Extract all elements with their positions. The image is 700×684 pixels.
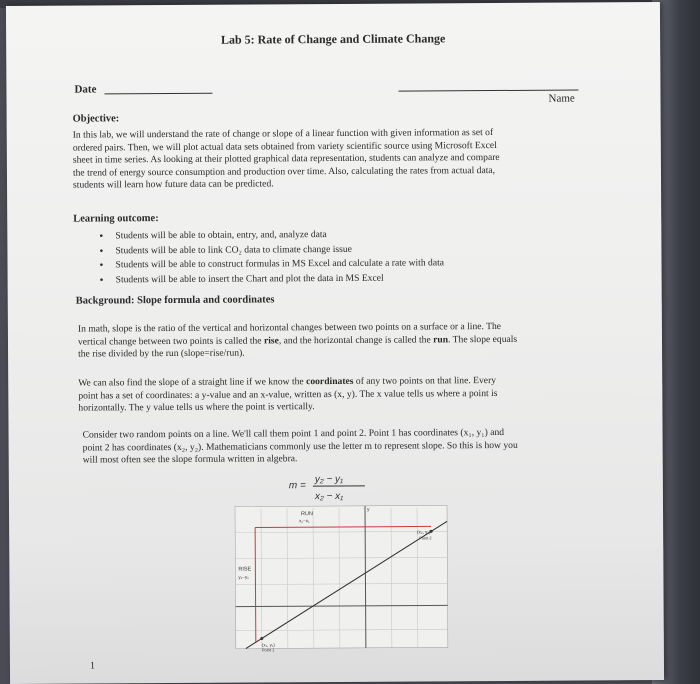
formula-denominator: x₂ − x₁ bbox=[314, 490, 344, 503]
point-1-marker bbox=[260, 637, 263, 640]
rise-term: rise bbox=[263, 334, 279, 347]
slope-diagram bbox=[221, 501, 462, 652]
formula-numerator: y₂ − y₁ bbox=[314, 473, 344, 486]
rise-label: RISE bbox=[238, 566, 252, 573]
slope-line: In math, slope is the ratio of the vertical and horizontal changes between two points on a surface or a line. The bbox=[77, 320, 502, 335]
objective-line: students will learn how future data can be predicted. bbox=[72, 178, 274, 191]
date-blank-line bbox=[104, 93, 212, 95]
coordinates-term: coordinates bbox=[306, 375, 354, 388]
list-item: • Students will be able to insert the Chart and plot the data in MS Excel bbox=[100, 271, 445, 288]
page-number: 1 bbox=[89, 660, 96, 672]
coordinates-line: point has a set of coordinates: a y-value and an x-value, written as (x, y). The x value tells us where a point is bbox=[78, 387, 498, 402]
slope-line: the rise divided by the run (slope=rise/run). bbox=[78, 347, 245, 360]
text-span: of any two points on that line. Every bbox=[353, 375, 497, 387]
rise-line bbox=[255, 527, 256, 642]
text-span: . The slope equals bbox=[448, 333, 518, 345]
objective-line: the trend of energy source consumption and production over time. Also, calculating the rates from actual data, bbox=[72, 164, 496, 179]
run-sublabel: x₂−x₁ bbox=[299, 518, 310, 524]
date-label: Date bbox=[74, 83, 97, 96]
point-1-label: (x₁, y₁) bbox=[261, 642, 275, 648]
slope-paragraph bbox=[78, 320, 638, 361]
coordinates-line: horizontally. The y value tells us where the point is vertically. bbox=[78, 401, 315, 414]
background-heading: Background: Slope formula and coordinates bbox=[75, 294, 275, 307]
page-title: Lab 5: Rate of Change and Climate Change bbox=[220, 31, 446, 47]
list-item: • Students will be able to obtain, entry, and, analyze data bbox=[99, 227, 444, 244]
points-line: Consider two random points on a line. We'll call them point 1 and point 2. Point 1 has coordinates (x₁, y₁) and bbox=[82, 426, 505, 441]
text-span: We can also find the slope of a straight line if we know the bbox=[78, 376, 307, 389]
objective-line: ordered pairs. Then, we will plot actual data sets obtained from variety scientific source using Microsoft Excel bbox=[72, 139, 497, 154]
list-item: • Students will be able to link CO₂ data to climate change issue bbox=[99, 242, 444, 259]
points-paragraph bbox=[83, 426, 643, 467]
objective-line: sheet in time series. As looking at their plotted graphical data representation, students can analyze and compare bbox=[72, 152, 500, 166]
points-line: will most often see the slope formula written in algebra. bbox=[82, 453, 298, 466]
run-label: RUN bbox=[301, 511, 313, 518]
points-line: point 2 has coordinates (x₂, y₂). Mathematicians commonly use the letter m to represent slope. So this is how you bbox=[82, 439, 518, 454]
name-label: Name bbox=[548, 92, 575, 105]
rise-sublabel: y₂−y₁ bbox=[238, 574, 249, 580]
point-1-name: Point 1 bbox=[261, 647, 275, 653]
point-2-name: Point 2 bbox=[419, 535, 432, 541]
name-blank-line bbox=[398, 90, 578, 92]
run-term: run bbox=[433, 333, 449, 345]
coordinates-paragraph bbox=[78, 374, 638, 415]
objective-heading: Objective: bbox=[72, 113, 120, 125]
point-2-label: (x₂, y₂) bbox=[417, 529, 431, 535]
objective-paragraph bbox=[73, 126, 643, 192]
text-span: vertical change between two points is called the bbox=[77, 335, 264, 348]
objective-line: In this lab, we will understand the rate of change or slope of a linear function with given information as set of bbox=[72, 127, 494, 141]
formula-m: m = bbox=[288, 480, 306, 492]
document-page bbox=[6, 2, 664, 684]
text-span: , and the horizontal change is called the bbox=[278, 333, 434, 346]
list-item: • Students will be able to construct formulas in MS Excel and calculate a rate with data bbox=[99, 256, 444, 273]
y-axis-label: y bbox=[367, 506, 370, 513]
learning-outcome-heading: Learning outcome: bbox=[73, 213, 159, 225]
learning-outcome-list bbox=[99, 227, 444, 287]
